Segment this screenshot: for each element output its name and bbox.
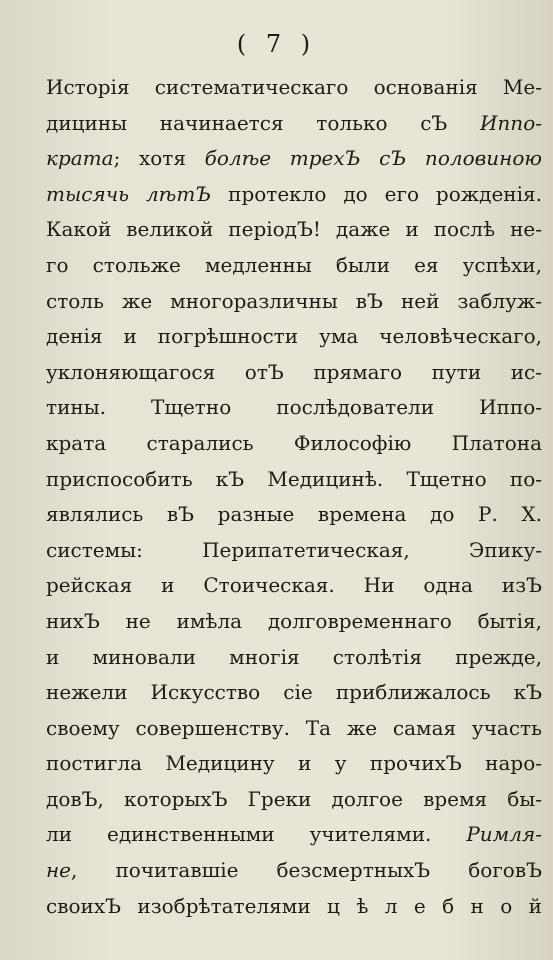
text-line [46, 462, 542, 498]
text-line [46, 106, 542, 142]
text-segment: го стольже медленны были ея успѣхи, [46, 252, 542, 277]
text-segment: довЪ, которыхЪ Греки долгое время бы- [46, 786, 542, 811]
text-line [46, 711, 542, 747]
italic-text: Иппо- [479, 110, 542, 135]
text-segment: своему совершенству. Та же самая участь [46, 715, 542, 740]
text-segment: нихЪ не имѣла долговременнаго бытія, [46, 608, 542, 633]
text-line [46, 533, 542, 569]
text-segment: своихЪ изобрѣтателями ц ѣ л е б н о й [46, 893, 542, 918]
text-line [46, 141, 542, 177]
text-segment: рейская и Стоическая. Ни одна изЪ [46, 573, 542, 598]
text-line [46, 497, 542, 533]
text-segment: дицины начинается только сЪ [46, 110, 480, 135]
text-line [46, 568, 542, 604]
text-segment: уклоняющагося отЪ прямаго пути ис- [46, 359, 542, 384]
text-line [46, 604, 542, 640]
text-line [46, 746, 542, 782]
text-line [46, 426, 542, 462]
italic-text: Римля- [466, 822, 542, 847]
text-segment: и миновали многія столѣтія прежде, [46, 644, 542, 669]
text-segment: крата старались Философію Платона [46, 430, 542, 455]
body-text [46, 70, 542, 924]
text-segment: ли единственными учителями. [46, 822, 467, 847]
text-line [46, 212, 542, 248]
text-line [46, 782, 542, 818]
text-line [46, 70, 542, 106]
text-line [46, 675, 542, 711]
text-line [46, 248, 542, 284]
text-segment: протекло до его рожденія. [211, 181, 542, 206]
text-line [46, 355, 542, 391]
text-line [46, 177, 542, 213]
text-segment: системы: Перипатетическая, Эпику- [46, 537, 542, 562]
text-line [46, 817, 542, 853]
text-segment: являлись вЪ разные времена до Р. Х. [46, 502, 542, 527]
italic-text: тысячь лѣтЪ [46, 181, 212, 206]
italic-text: не [46, 858, 72, 883]
text-segment: Какой великой періодЪ! даже и послѣ не- [46, 217, 542, 242]
text-line [46, 390, 542, 426]
text-line [46, 640, 542, 676]
text-segment: ; хотя [113, 146, 205, 171]
text-line [46, 284, 542, 320]
text-segment: постигла Медицину и у прочихЪ наро- [46, 751, 542, 776]
text-line [46, 853, 542, 889]
italic-text: крата [46, 146, 114, 171]
text-line [46, 889, 542, 925]
text-line [46, 319, 542, 355]
text-segment: приспособить кЪ Медицинѣ. Тщетно по- [46, 466, 542, 491]
page-number: ( 7 ) [236, 30, 317, 58]
italic-text: болѣе трехЪ сЪ половиною [204, 146, 542, 171]
text-segment: столь же многоразличны вЪ ней заблуж- [46, 288, 542, 313]
text-segment: денія и погрѣшности ума человѣческаго, [46, 324, 542, 349]
text-segment: нежели Искусство сіе приближалось кЪ [46, 680, 542, 705]
text-segment: Исторія систематическаго основанія Ме- [46, 75, 542, 99]
text-segment: тины. Тщетно послѣдователи Иппо- [46, 395, 542, 420]
text-segment: , почитавшіе безсмертныхЪ боговЪ [71, 858, 542, 883]
